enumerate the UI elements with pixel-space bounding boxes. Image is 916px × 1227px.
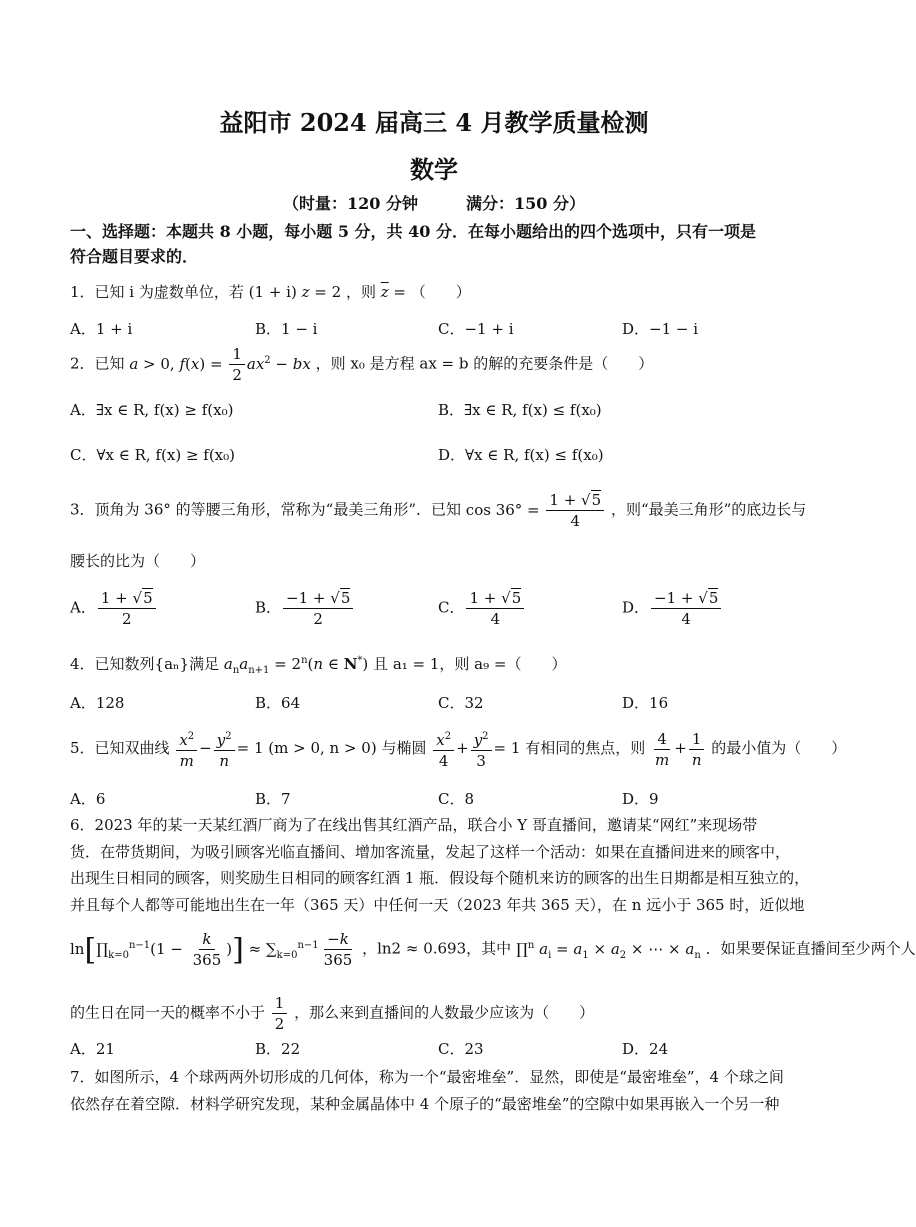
q3-line2: 腰长的比为（ ）	[70, 552, 206, 570]
exam-title: 益阳市 2024 届高三 4 月教学质量检测	[219, 108, 649, 137]
q5-option-a[interactable]: A．6	[70, 790, 106, 808]
q5-ellipse: $\frac{x^2}{4}$ + $\frac{y^2}{3}$ = 1	[431, 739, 520, 757]
q5-text-post: 的最小值为（ ）	[711, 739, 847, 757]
q3-option-b[interactable]: B． $\frac{-1 + √5}{2}$	[255, 588, 355, 629]
q1-option-a[interactable]: A．1 + i	[70, 320, 133, 338]
q1-option-c[interactable]: C．−1 + i	[438, 320, 514, 338]
q3-label-c: C．	[438, 598, 465, 617]
q4-recurrence: $a_na_{n+1} = 2^n(n$ ∈ N*)	[223, 655, 369, 676]
q4-option-d[interactable]: D．16	[622, 694, 669, 712]
q2-text: 2．已知	[70, 354, 125, 373]
q1-text: 1．已知 i 为虚数单位，若	[70, 283, 244, 301]
q6-option-d[interactable]: D．24	[622, 1040, 669, 1058]
q6-option-a[interactable]: A．21	[70, 1040, 115, 1058]
q3-label-d: D．	[622, 598, 650, 617]
time-info: （时量：120 分钟 满分：150 分）	[283, 194, 585, 213]
q1-text-mid: ，则	[345, 283, 376, 301]
question-2	[70, 344, 653, 385]
q6-line6-post: ，那么来到直播间的人数最少应该为（ ）	[294, 1003, 595, 1022]
q6-line3: 出现生日相同的顾客，则奖励生日相同的顾客红酒 1 瓶．假设每个随机来访的顾客的出生日期都是相互独立的，	[70, 869, 810, 887]
q6-option-c[interactable]: C．23	[438, 1040, 484, 1058]
q2-function: a > 0, f(x) = $\frac{1}{2}$ $ax^2$ − bx	[129, 345, 311, 384]
q5-text-mid2: 有相同的焦点，则	[525, 739, 646, 757]
question-3	[70, 490, 806, 531]
q3-text: 3．顶角为 36° 的等腰三角形，常称为“最美三角形”．已知	[70, 500, 462, 519]
q6-line4: 并且每个人都等可能地出生在一年（365 天）中任何一天（2023 年共 365 天），在 n 远小于 365 时，近似地	[70, 896, 805, 914]
q5-option-c[interactable]: C．8	[438, 790, 475, 808]
q4-option-c[interactable]: C．32	[438, 694, 484, 712]
q5-hyperbola: $\frac{x^2}{m}$ − $\frac{y^2}{n}$ = 1	[174, 739, 263, 757]
q6-ln-formula: $\ln[\prod_{k=0}^{n-1}(1$ − $\frac{k}{365}$ )] ≈ $\sum_{k=0}^{n-1}$ $\frac{-k}{365}$	[70, 930, 353, 969]
question-4	[70, 653, 566, 676]
q3-label-a: A．	[70, 598, 96, 617]
q4-option-a[interactable]: A．128	[70, 694, 125, 712]
q6-product-def: ∏$^n$ $a_i = a_1 \times a_2$ × ⋯ × $a_n$	[515, 939, 701, 961]
q3-cos: cos 36° = $\frac{1 + √5}{4}$	[466, 501, 606, 519]
q5-option-b[interactable]: B．7	[255, 790, 291, 808]
q5-option-d[interactable]: D．9	[622, 790, 659, 808]
q3-option-d[interactable]: D． $\frac{-1 + √5}{4}$	[622, 588, 723, 629]
q6-line1: 6．2023 年的某一天某红酒厂商为了在线出售其红酒产品，联合小 Y 哥直播间，邀请某“网红”来现场带	[70, 816, 758, 834]
q6-line2: 货．在带货期间，为吸引顾客光临直播间、增加客流量，发起了这样一个活动：如果在直播间进来的顾客中，	[70, 843, 791, 861]
q5-text-mid1: (m > 0, n > 0) 与椭圆	[268, 739, 427, 757]
q1-equation: (1 + i) z = 2	[248, 283, 342, 301]
q5-expression: $\frac{4}{m}$ + $\frac{1}{n}$	[650, 739, 706, 757]
section-heading-line2: 符合题目要求的．	[70, 247, 199, 266]
q7-line2: 依然存在着空隙．材料学研究发现，某种金属晶体中 4 个原子的“最密堆垒”的空隙中如果再嵌入一个另一种	[70, 1095, 780, 1113]
q5-text: 5．已知双曲线	[70, 739, 170, 757]
q3-label-b: B．	[255, 598, 282, 617]
section-heading-line1: 一、选择题：本题共 8 小题，每小题 5 分，共 40 分．在每小题给出的四个选项中，只有一项是	[70, 222, 756, 241]
q4-option-b[interactable]: B．64	[255, 694, 301, 712]
question-5	[70, 727, 846, 771]
q2-option-a[interactable]: A．∃x ∈ R, f(x) ≥ f(x₀)	[70, 401, 234, 419]
q6-line6: 的生日在同一天的概率不小于 $\frac{1}{2}$ ，那么来到直播间的人数最少应该为（ ）	[70, 994, 595, 1033]
q1-option-d[interactable]: D．−1 − i	[622, 320, 699, 338]
q6-text-post: ．如果要保证直播间至少两个人	[705, 939, 916, 958]
q3-option-c[interactable]: C． $\frac{1 + √5}{4}$	[438, 588, 526, 629]
q1-conj: $\overline{z}$ =	[380, 283, 406, 301]
q6-line6-pre: 的生日在同一天的概率不小于	[70, 1003, 266, 1022]
q1-option-b[interactable]: B．1 − i	[255, 320, 318, 338]
q7-line1: 7．如图所示，4 个球两两外切形成的几何体，称为一个“最密堆垒”．显然，即使是“最密堆垒”，4 个球之间	[70, 1068, 784, 1086]
q3-text-post: ，则“最美三角形”的底边长与	[610, 500, 807, 519]
q2-option-b[interactable]: B．∃x ∈ R, f(x) ≤ f(x₀)	[438, 401, 602, 419]
q1-paren: （ ）	[410, 283, 471, 301]
q6-formula-line	[70, 929, 916, 970]
subject-title: 数学	[410, 155, 458, 184]
q6-option-b[interactable]: B．22	[255, 1040, 301, 1058]
q2-text-post: ，则 x₀ 是方程 ax = b 的解的充要条件是（ ）	[315, 354, 654, 373]
question-1	[70, 281, 471, 302]
q2-option-d[interactable]: D．∀x ∈ R, f(x) ≤ f(x₀)	[438, 446, 604, 464]
q2-option-c[interactable]: C．∀x ∈ R, f(x) ≥ f(x₀)	[70, 446, 236, 464]
q4-text-post: 且 a₁ = 1，则 a₉ =（ ）	[373, 655, 567, 673]
q4-text: 4．已知数列{aₙ}满足	[70, 655, 220, 673]
q3-option-a[interactable]: A． $\frac{1 + √5}{2}$	[70, 588, 158, 629]
q6-text-mid: ，ln2 ≈ 0.693，其中	[362, 939, 512, 958]
